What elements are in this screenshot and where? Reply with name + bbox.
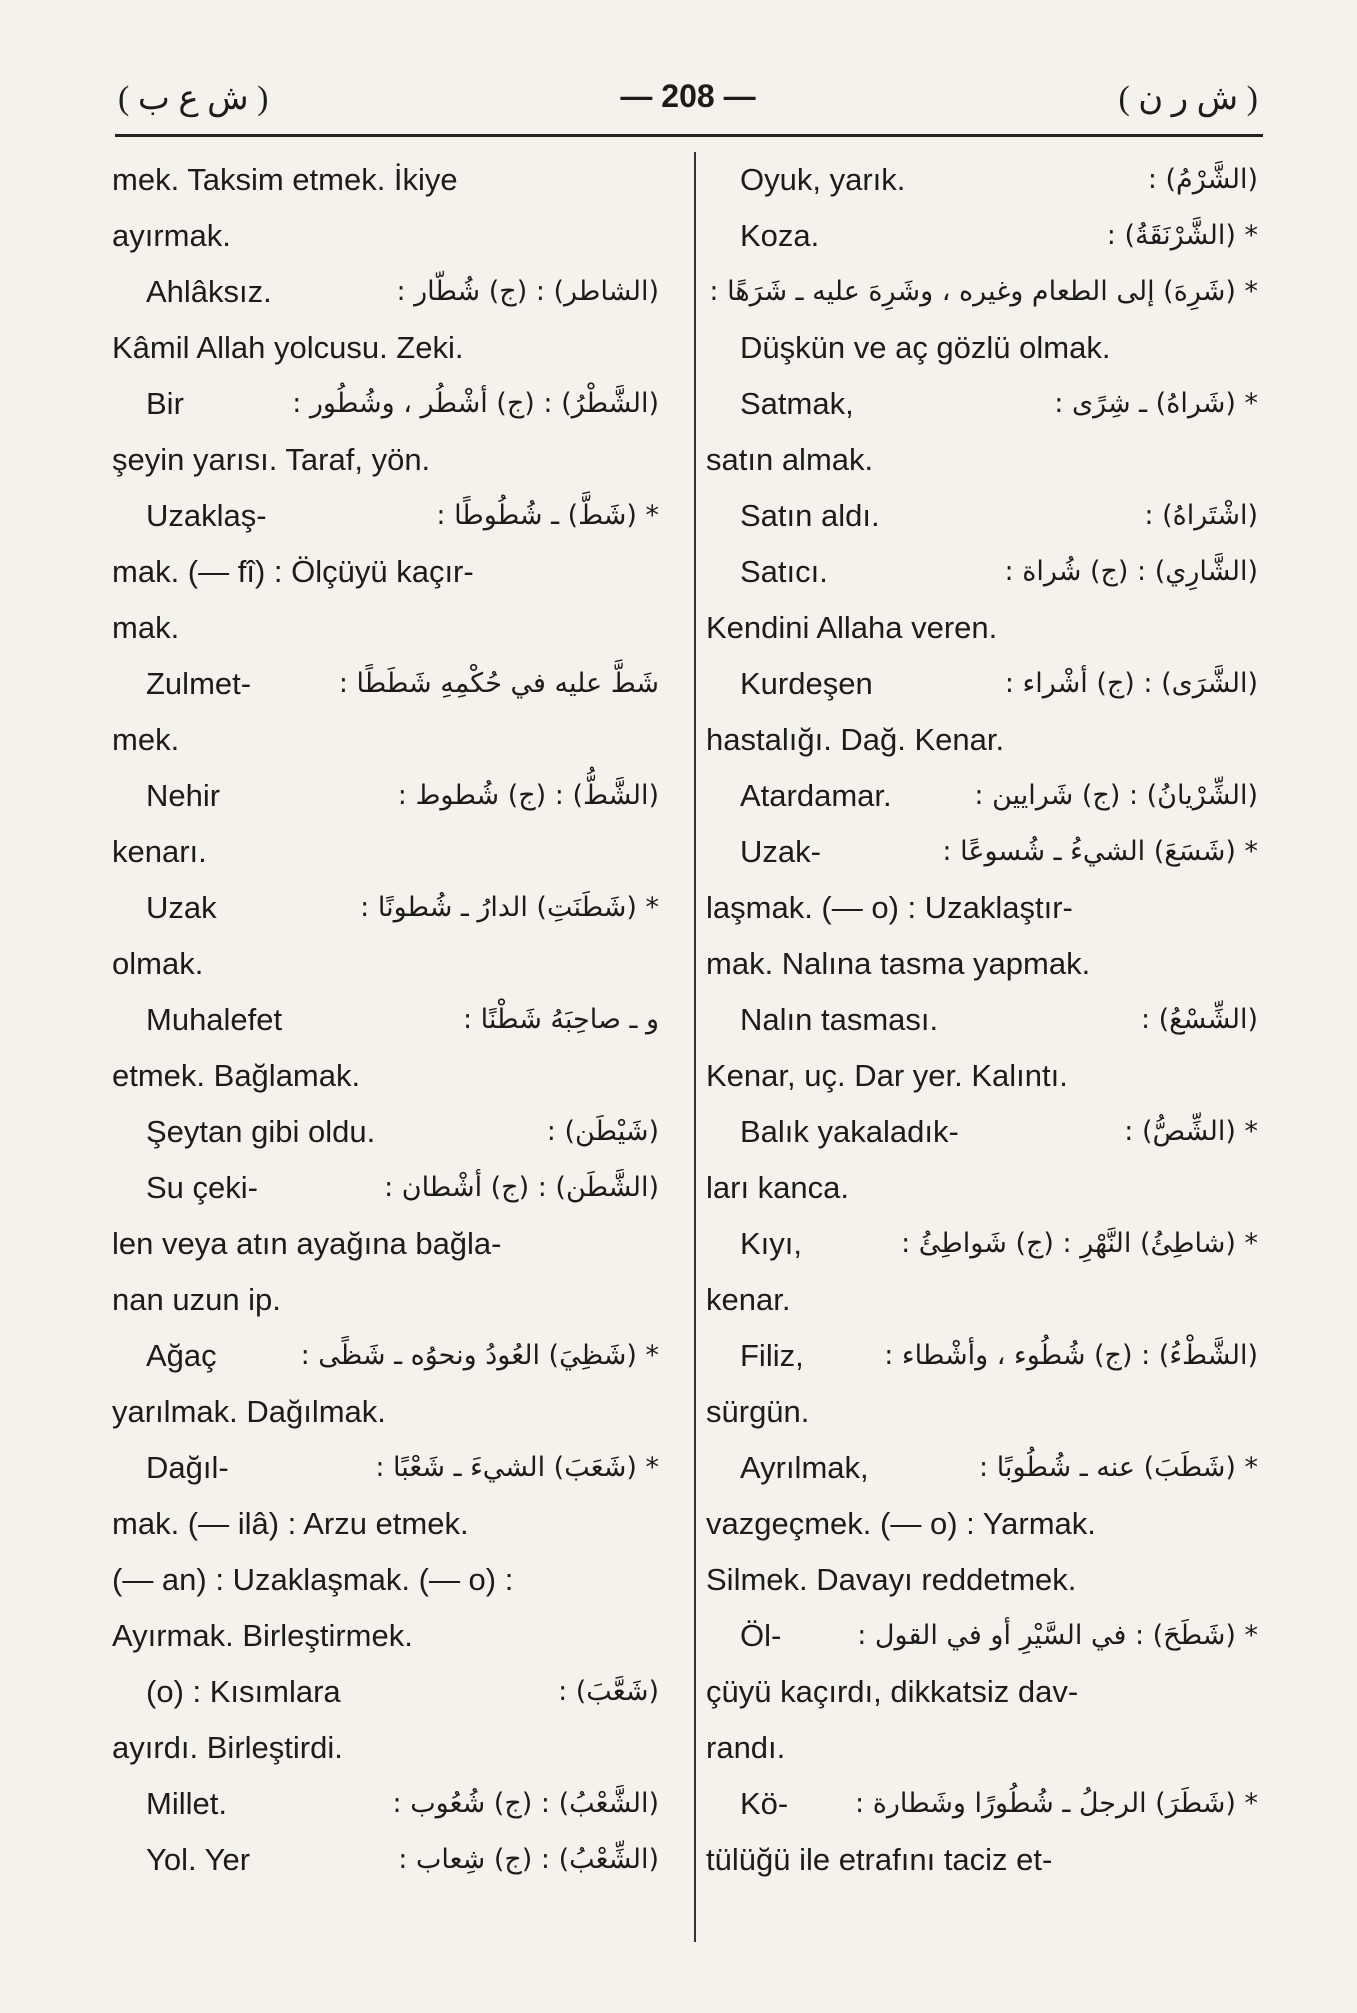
- entry-arabic-headword: (اشْتَراهُ) :: [1144, 500, 1258, 531]
- entry-latin-text: Kıyı,: [740, 1226, 803, 1261]
- entry-line: [706, 1048, 1266, 1104]
- entry-latin-text: Ağaç: [146, 1338, 217, 1373]
- entry-latin-text: Silmek. Davayı reddetmek.: [706, 1562, 1077, 1597]
- entry-latin-text: Kurdeşen: [740, 666, 873, 701]
- entry-latin-text: ayırdı. Birleştirdi.: [112, 1730, 343, 1765]
- header-rule: [115, 134, 1263, 137]
- entry-latin-text: laşmak. (— o) : Uzaklaştır-: [706, 890, 1073, 925]
- entry-latin-text: Millet.: [146, 1786, 227, 1821]
- entry-line: [706, 208, 1266, 264]
- entry-latin-text: Kenar, uç. Dar yer. Kalıntı.: [706, 1058, 1068, 1093]
- entry-line: [706, 1328, 1266, 1384]
- entry-latin-text: şeyin yarısı. Taraf, yön.: [112, 442, 431, 477]
- entry-latin-text: mek.: [112, 722, 180, 757]
- entry-line: [112, 488, 667, 544]
- entry-arabic-headword: (الشَّارِي) : (ج) شُراة :: [1004, 556, 1258, 587]
- entry-arabic-headword: (الشاطر) : (ج) شُطّار :: [396, 276, 659, 307]
- entry-latin-text: Zulmet-: [146, 666, 252, 701]
- entry-latin-text: Kö-: [740, 1786, 789, 1821]
- header-left-root: ( ش ع ب ): [118, 80, 269, 117]
- entry-line: [112, 1272, 667, 1328]
- entry-line: [706, 712, 1266, 768]
- entry-arabic-headword: و ـ صاحِبَهُ شَطْنًا :: [463, 1004, 659, 1035]
- entry-line: [112, 992, 667, 1048]
- entry-line: [706, 824, 1266, 880]
- entry-latin-text: mak.: [112, 610, 180, 645]
- entry-latin-text: randı.: [706, 1730, 786, 1765]
- entry-latin-text: ları kanca.: [706, 1170, 850, 1205]
- entry-latin-text: satın almak.: [706, 442, 874, 477]
- entry-line: [706, 768, 1266, 824]
- entry-line: [112, 1832, 667, 1888]
- entry-line: [112, 936, 667, 992]
- entry-latin-text: Atardamar.: [740, 778, 892, 813]
- entry-latin-text: çüyü kaçırdı, dikkatsiz dav-: [706, 1674, 1079, 1709]
- entry-arabic-headword: * (شَراهُ) ـ شِرًى :: [1054, 388, 1258, 419]
- entry-latin-text: Yol. Yer: [146, 1842, 251, 1877]
- entry-line: [112, 656, 667, 712]
- entry-latin-text: kenar.: [706, 1282, 791, 1317]
- entry-latin-text: Filiz,: [740, 1338, 804, 1373]
- entry-latin-text: mek. Taksim etmek. İkiye: [112, 162, 458, 197]
- entry-line: [112, 1328, 667, 1384]
- entry-line: [706, 992, 1266, 1048]
- entry-latin-text: Dağıl-: [146, 1450, 229, 1485]
- entry-arabic-headword: (الشَّطَن) : (ج) أشْطان :: [384, 1172, 659, 1203]
- entry-line: [706, 488, 1266, 544]
- entry-arabic-headword: * (شاطِئُ) النَّهْرِ : (ج) شَواطِئُ :: [901, 1228, 1258, 1259]
- entry-latin-text: Kendini Allaha veren.: [706, 610, 998, 645]
- entry-latin-text: Ayırmak. Birleştirmek.: [112, 1618, 413, 1653]
- entry-line: [706, 1552, 1266, 1608]
- entry-latin-text: Ahlâksız.: [146, 274, 272, 309]
- entry-latin-text: Bir: [146, 386, 184, 421]
- entry-line: [112, 1104, 667, 1160]
- entry-arabic-headword: * (شَسَعَ) الشيءُ ـ شُسوعًا :: [942, 836, 1258, 867]
- entry-line: [706, 152, 1266, 208]
- entry-line: [706, 264, 1266, 320]
- entry-arabic-headword: (الشَّطْءُ) : (ج) شُطُوء ، وأشْطاء :: [884, 1340, 1258, 1371]
- entry-latin-text: mak. (— fî) : Ölçüyü kaçır-: [112, 554, 474, 589]
- entry-line: [112, 1384, 667, 1440]
- entry-arabic-headword: * (شَطَنَتِ) الدارُ ـ شُطونًا :: [360, 892, 659, 923]
- entry-latin-text: nan uzun ip.: [112, 1282, 281, 1317]
- entry-latin-text: Satmak,: [740, 386, 854, 421]
- entry-line: [112, 1608, 667, 1664]
- entry-latin-text: yarılmak. Dağılmak.: [112, 1394, 386, 1429]
- entry-line: [112, 1552, 667, 1608]
- entry-line: [706, 1608, 1266, 1664]
- entry-latin-text: Uzaklaş-: [146, 498, 267, 533]
- entry-latin-text: etmek. Bağlamak.: [112, 1058, 361, 1093]
- entry-line: [706, 1720, 1266, 1776]
- entry-line: [112, 1160, 667, 1216]
- entry-line: [706, 656, 1266, 712]
- entry-line: [706, 1832, 1266, 1888]
- entry-line: [706, 1664, 1266, 1720]
- entry-line: [706, 1776, 1266, 1832]
- entry-latin-text: kenarı.: [112, 834, 207, 869]
- entry-arabic-headword: * (شَطَبَ) عنه ـ شُطُوبًا :: [979, 1452, 1258, 1483]
- entry-line: [112, 1216, 667, 1272]
- entry-latin-text: vazgeçmek. (— o) : Yarmak.: [706, 1506, 1096, 1541]
- page-header: [118, 78, 1258, 134]
- entry-line: [706, 1496, 1266, 1552]
- entry-line: [112, 376, 667, 432]
- entry-latin-text: hastalığı. Dağ. Kenar.: [706, 722, 1005, 757]
- entry-line: [706, 544, 1266, 600]
- right-column: [706, 152, 1266, 1888]
- entry-latin-text: Uzak: [146, 890, 217, 925]
- entry-latin-text: Balık yakaladık-: [740, 1114, 959, 1149]
- column-divider: [694, 152, 696, 1942]
- entry-line: [706, 1160, 1266, 1216]
- entry-line: [112, 208, 667, 264]
- entry-latin-text: Satın aldı.: [740, 498, 880, 533]
- entry-arabic-headword: (الشِّعْبُ) : (ج) شِعاب :: [398, 1844, 659, 1875]
- entry-arabic-headword: (الشَّطُّ) : (ج) شُطوط :: [397, 780, 659, 811]
- entry-line: [706, 1216, 1266, 1272]
- entry-line: [112, 1664, 667, 1720]
- entry-line: [112, 320, 667, 376]
- entry-line: [706, 1440, 1266, 1496]
- entry-latin-text: Satıcı.: [740, 554, 828, 589]
- entry-line: [706, 432, 1266, 488]
- entry-latin-text: mak. Nalına tasma yapmak.: [706, 946, 1091, 981]
- entry-line: [112, 544, 667, 600]
- entry-latin-text: Şeytan gibi oldu.: [146, 1114, 376, 1149]
- left-column: [112, 152, 667, 1888]
- entry-latin-text: len veya atın ayağına bağla-: [112, 1226, 502, 1261]
- entry-arabic-headword: (شَعَّبَ) :: [558, 1676, 659, 1707]
- entry-line: [112, 152, 667, 208]
- entry-line: [112, 264, 667, 320]
- entry-arabic-headword: * (شَطَحَ) : في السَّيْرِ أو في القول :: [857, 1620, 1258, 1651]
- entry-latin-text: Oyuk, yarık.: [740, 162, 906, 197]
- entry-line: [706, 880, 1266, 936]
- entry-latin-text: Ayrılmak,: [740, 1450, 869, 1485]
- entry-line: [112, 1720, 667, 1776]
- entry-line: [706, 1104, 1266, 1160]
- entry-latin-text: Kâmil Allah yolcusu. Zeki.: [112, 330, 464, 365]
- entry-latin-text: (o) : Kısımlara: [146, 1674, 341, 1709]
- header-right-root: ( ش ر ن ): [1118, 80, 1258, 117]
- entry-arabic-headword: (شَيْطَن) :: [546, 1116, 659, 1147]
- entry-latin-text: Nehir: [146, 778, 221, 813]
- entry-latin-text: Uzak-: [740, 834, 821, 869]
- entry-line: [112, 432, 667, 488]
- entry-line: [112, 1048, 667, 1104]
- entry-arabic-headword: (الشَّعْبُ) : (ج) شُعُوب :: [392, 1788, 659, 1819]
- page-number: — 208 —: [620, 78, 756, 114]
- entry-line: [112, 1440, 667, 1496]
- entry-latin-text: mak. (— ilâ) : Arzu etmek.: [112, 1506, 469, 1541]
- entry-line: [112, 1496, 667, 1552]
- entry-arabic-headword: * (شَطَرَ) الرجلُ ـ شُطُورًا وشَطارة :: [855, 1788, 1258, 1819]
- entry-latin-text: Nalın tasması.: [740, 1002, 939, 1037]
- entry-line: [112, 712, 667, 768]
- entry-line: [706, 376, 1266, 432]
- entry-latin-text: ayırmak.: [112, 218, 231, 253]
- entry-line: [706, 1272, 1266, 1328]
- entry-latin-text: sürgün.: [706, 1394, 810, 1429]
- entry-latin-text: Koza.: [740, 218, 820, 253]
- entry-latin-text: Su çeki-: [146, 1170, 258, 1205]
- entry-latin-text: Öl-: [740, 1618, 782, 1653]
- entry-arabic-headword: (الشِّسْعُ) :: [1140, 1004, 1258, 1035]
- entry-arabic-headword: * (الشِّصُّ) :: [1124, 1116, 1258, 1147]
- entry-latin-text: tülüğü ile etrafını taciz et-: [706, 1842, 1053, 1877]
- entry-line: [112, 768, 667, 824]
- entry-line: [112, 600, 667, 656]
- entry-line: [112, 1776, 667, 1832]
- entry-line: [706, 936, 1266, 992]
- entry-arabic-headword: (الشِّرْيانُ) : (ج) شَرايين :: [974, 780, 1258, 811]
- entry-line: [706, 600, 1266, 656]
- entry-latin-text: (— an) : Uzaklaşmak. (— o) :: [112, 1562, 514, 1597]
- entry-arabic-headword: * (شَرِهَ) إلى الطعام وغيره ، وشَرِهَ عليه ـ شَرَهًا :: [709, 276, 1258, 307]
- entry-line: [112, 880, 667, 936]
- entry-line: [706, 320, 1266, 376]
- entry-arabic-headword: * (شَظِيَ) العُودُ ونحوُه ـ شَظًى :: [300, 1340, 659, 1371]
- entry-arabic-headword: * (شَطَّ) ـ شُطُوطًا :: [436, 500, 659, 531]
- entry-arabic-headword: (الشَّطْرُ) : (ج) أشْطُر ، وشُطُور :: [292, 388, 659, 419]
- entry-latin-text: Düşkün ve aç gözlü olmak.: [740, 330, 1111, 365]
- entry-arabic-headword: * (الشَّرْنَقَةُ) :: [1106, 220, 1258, 251]
- entry-arabic-headword: شَطَّ عليه في حُكْمِهِ شَطَطًا :: [338, 668, 659, 699]
- entry-latin-text: Muhalefet: [146, 1002, 283, 1037]
- entry-line: [112, 824, 667, 880]
- entry-arabic-headword: (الشَّرْمُ) :: [1147, 164, 1258, 195]
- entry-arabic-headword: (الشَّرَى) : (ج) أشْراء :: [1004, 668, 1258, 699]
- entry-line: [706, 1384, 1266, 1440]
- entry-arabic-headword: * (شَعَبَ) الشيءَ ـ شَعْبًا :: [375, 1452, 659, 1483]
- entry-latin-text: olmak.: [112, 946, 204, 981]
